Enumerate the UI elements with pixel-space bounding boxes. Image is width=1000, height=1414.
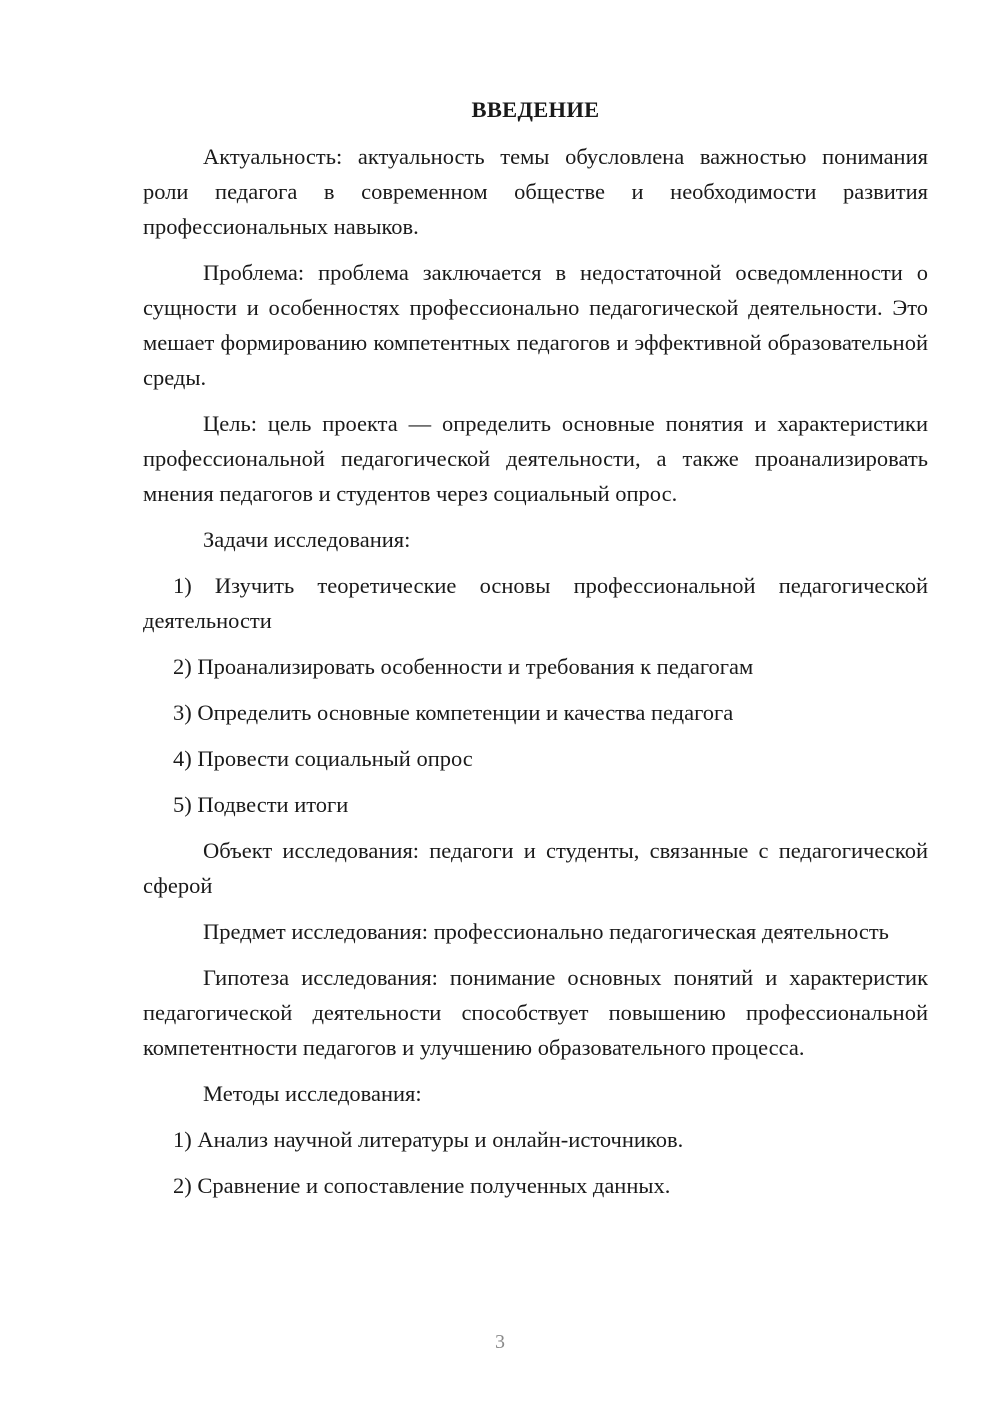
subject-paragraph: Предмет исследования: профессионально педагогическая деятельность bbox=[203, 919, 889, 944]
problem-paragraph: Проблема: проблема заключается в недостаточной осведомленности о сущности и особенностях профессионально педагогической деятельности. Это мешает формированию компетентных педагогов и эффективной образовательной среды. bbox=[143, 260, 928, 390]
task-item: 3) Определить основные компетенции и качества педагога bbox=[173, 700, 734, 725]
document-page bbox=[143, 92, 928, 1214]
object-paragraph: Объект исследования: педагоги и студенты, связанные с педагогической сферой bbox=[143, 838, 928, 898]
method-item: 2) Сравнение и сопоставление полученных данных. bbox=[173, 1173, 671, 1198]
tasks-heading: Задачи исследования: bbox=[203, 527, 411, 552]
hypothesis-paragraph: Гипотеза исследования: понимание основных понятий и характеристик педагогической деятельности способствует повышению профессиональной компетентности педагогов и улучшению образовательного процесса. bbox=[143, 965, 928, 1060]
task-item: 5) Подвести итоги bbox=[173, 792, 349, 817]
method-item: 1) Анализ научной литературы и онлайн-источников. bbox=[173, 1127, 684, 1152]
methods-heading: Методы исследования: bbox=[203, 1081, 422, 1106]
page-title: ВВЕДЕНИЕ bbox=[471, 97, 600, 122]
task-item: 4) Провести социальный опрос bbox=[173, 746, 473, 771]
relevance-paragraph: Актуальность: актуальность темы обусловлена важностью понимания роли педагога в современном обществе и необходимости развития профессиональных навыков. bbox=[143, 144, 928, 239]
task-item: 2) Проанализировать особенности и требования к педагогам bbox=[173, 654, 754, 679]
task-item: 1) Изучить теоретические основы профессиональной педагогической деятельности bbox=[143, 573, 928, 633]
page-number: 3 bbox=[495, 1331, 505, 1353]
goal-paragraph: Цель: цель проекта — определить основные понятия и характеристики профессиональной педагогической деятельности, а также проанализировать мнения педагогов и студентов через социальный опрос. bbox=[143, 411, 928, 506]
